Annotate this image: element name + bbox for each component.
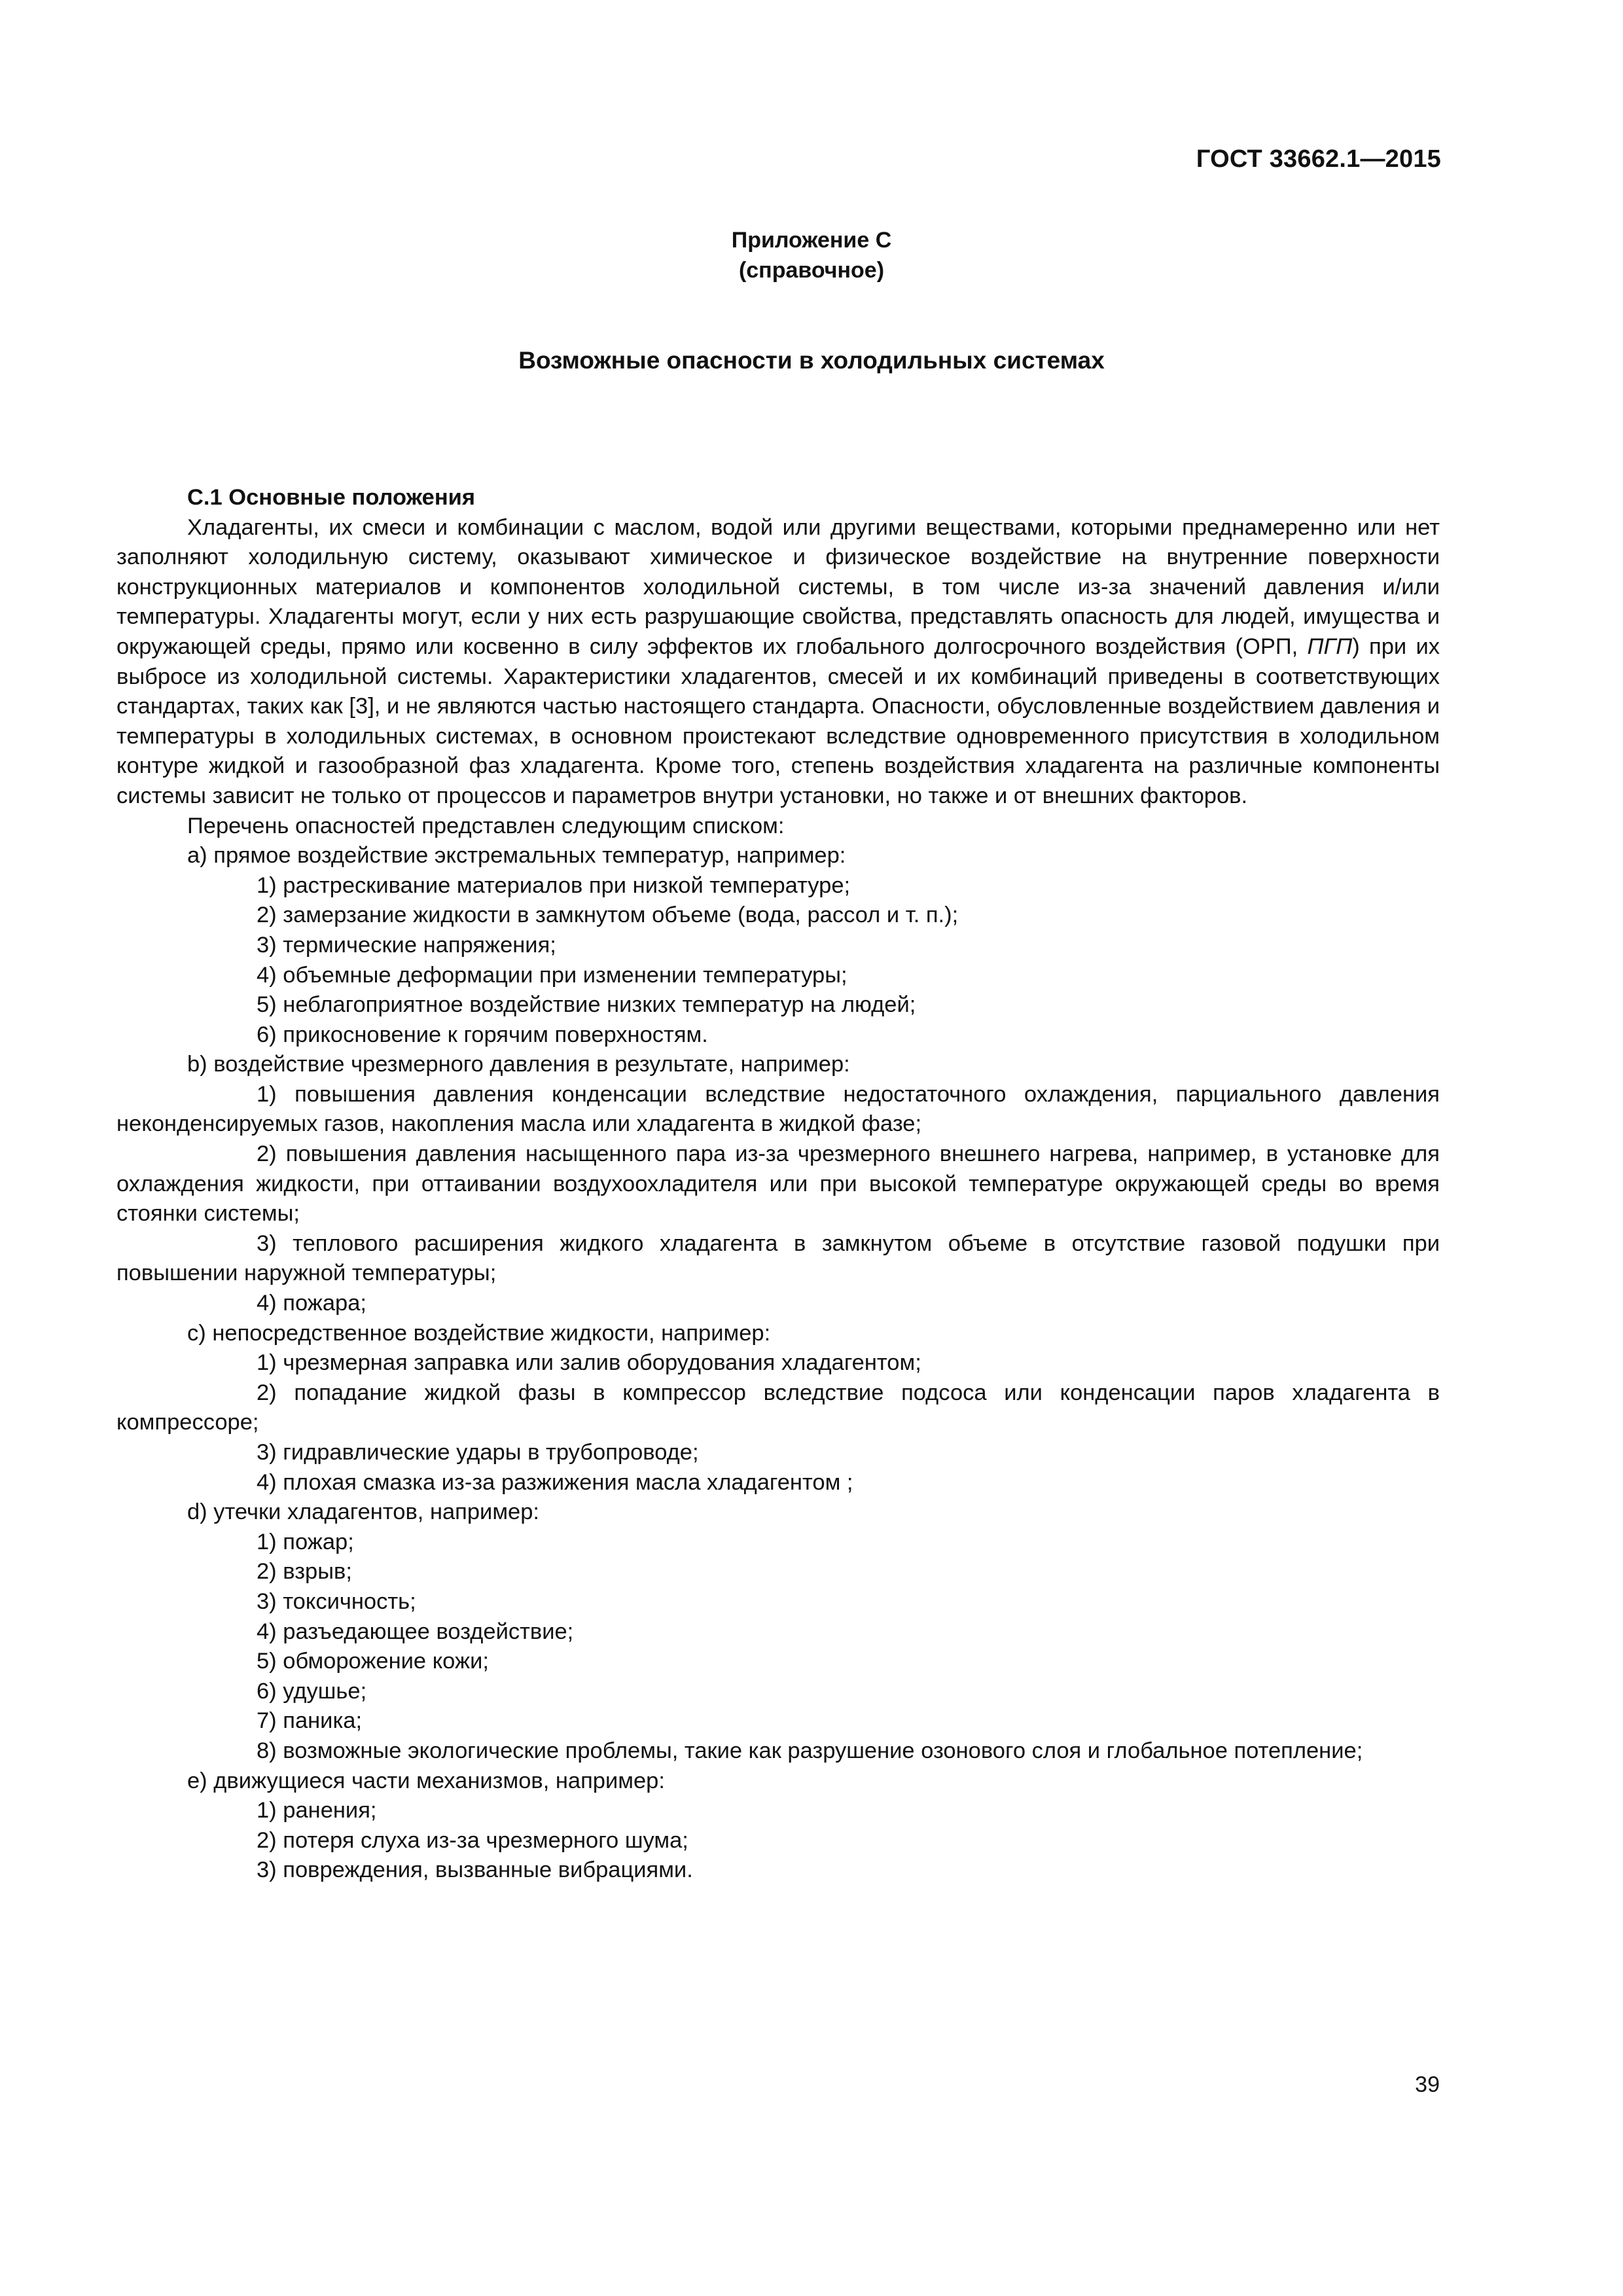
section-content: [116, 483, 1440, 1886]
list-subitem: 3) гидравлические удары в трубопроводе;: [257, 1440, 699, 1465]
list-subitem: 1) ранения;: [257, 1798, 377, 1823]
list-subitem: 4) плохая смазка из-за разжижения масла хладагентом ;: [257, 1469, 853, 1495]
list-subitem: 2) потеря слуха из-за чрезмерного шума;: [257, 1827, 688, 1853]
list-item-c: c) непосредственное воздействие жидкости, например:: [187, 1320, 771, 1346]
annex-title: Возможные опасности в холодильных системах: [518, 347, 1105, 374]
list-subitem: 6) прикосновение к горячим поверхностям.: [257, 1022, 708, 1047]
list-subitem: 8) возможные экологические проблемы, такие как разрушение озонового слоя и глобальное потепление;: [257, 1738, 1363, 1763]
intro-text-part1: Хладагенты, их смеси и комбинации с маслом, водой или другими веществами, которыми преднамеренно или нет заполняют холодильную систему, оказывают химическое и физическое воздействие на внутренние поверхности конструкционных материалов и компонентов холодильной системы, в том числе из-за значений давления и/или температуры. Хладагенты могут, если у них есть разрушающие свойства, представлять опасность для людей, имущества и окружающей среды, прямо или косвенно в силу эффектов их глобального долгосрочного воздействия (ОРП,: [116, 514, 1440, 659]
list-subitem: 6) удушье;: [257, 1678, 367, 1704]
list-item-a: a) прямое воздействие экстремальных температур, например:: [187, 843, 846, 869]
list-subitem: 1) растрескивание материалов при низкой температуре;: [257, 872, 851, 898]
list-subitem: 1) пожар;: [257, 1529, 354, 1554]
list-subitem: 3) термические напряжения;: [257, 932, 556, 958]
page-number: 39: [1415, 2072, 1440, 2097]
list-subitem: 5) обморожение кожи;: [257, 1649, 489, 1674]
annex-type: (справочное): [738, 258, 885, 283]
list-subitem: 2) замерзание жидкости в замкнутом объеме (вода, рассол и т. п.);: [257, 903, 959, 928]
list-item-d: d) утечки хладагентов, например:: [187, 1499, 540, 1525]
list-subitem: 5) неблагоприятное воздействие низких температур на людей;: [257, 992, 916, 1018]
list-subitem: 7) паника;: [257, 1708, 363, 1734]
list-subitem: 2) повышения давления насыщенного пара из-за чрезмерного внешнего нагрева, например, в установке для охлаждения жидкости, при оттаивании воздухоохладителя или при высокой температуре окружающей среды во время стоянки системы;: [116, 1141, 1440, 1227]
document-code: ГОСТ 33662.1—2015: [1196, 145, 1441, 173]
list-subitem: 4) пожара;: [257, 1291, 366, 1316]
section-heading: С.1 Основные положения: [187, 485, 475, 510]
list-subitem: 3) повреждения, вызванные вибрациями.: [257, 1857, 693, 1883]
intro-text-part2: ) при их выбросе из холодильной системы. Характеристики хладагентов, смесей и их комбинаций приведены в соответствующих стандартах, таких как [3], и не являются частью настоящего стандарта. Опасности, обусловленные воздействием давления и температуры в холодильных системах, в основном проистекают вследствие одновременного присутствия в холодильном контуре жидкой и газообразной фаз хладагента. Кроме того, степень воздействия хладагента на различные компоненты системы зависит не только от процессов и параметров внутри установки, но также и от внешних факторов.: [116, 634, 1440, 808]
list-item-e: e) движущиеся части механизмов, например:: [187, 1768, 665, 1793]
list-subitem: 2) взрыв;: [257, 1559, 352, 1585]
intro-paragraph: [116, 513, 1440, 812]
list-item-b: b) воздействие чрезмерного давления в результате, например:: [187, 1052, 850, 1077]
list-subitem: 2) попадание жидкой фазы в компрессор вследствие подсоса или конденсации паров хладагента в компрессоре;: [116, 1380, 1440, 1435]
list-intro: Перечень опасностей представлен следующим списком:: [187, 813, 785, 838]
list-subitem: 1) повышения давления конденсации вследствие недостаточного охлаждения, парциального давления неконденсируемых газов, накопления масла или хладагента в жидкой фазе;: [116, 1081, 1440, 1137]
list-subitem: 1) чрезмерная заправка или залив оборудования хладагентом;: [257, 1350, 921, 1376]
intro-text-italic: ПГП: [1307, 634, 1353, 659]
list-subitem: 4) объемные деформации при изменении температуры;: [257, 962, 847, 988]
annex-label: Приложение С: [731, 228, 892, 253]
annex-heading: [0, 225, 1623, 285]
list-subitem: 4) разъедающее воздействие;: [257, 1619, 574, 1644]
list-subitem: 3) теплового расширения жидкого хладагента в замкнутом объеме в отсутствие газовой подушки при повышении наружной температуры;: [116, 1230, 1440, 1286]
list-subitem: 3) токсичность;: [257, 1588, 416, 1614]
